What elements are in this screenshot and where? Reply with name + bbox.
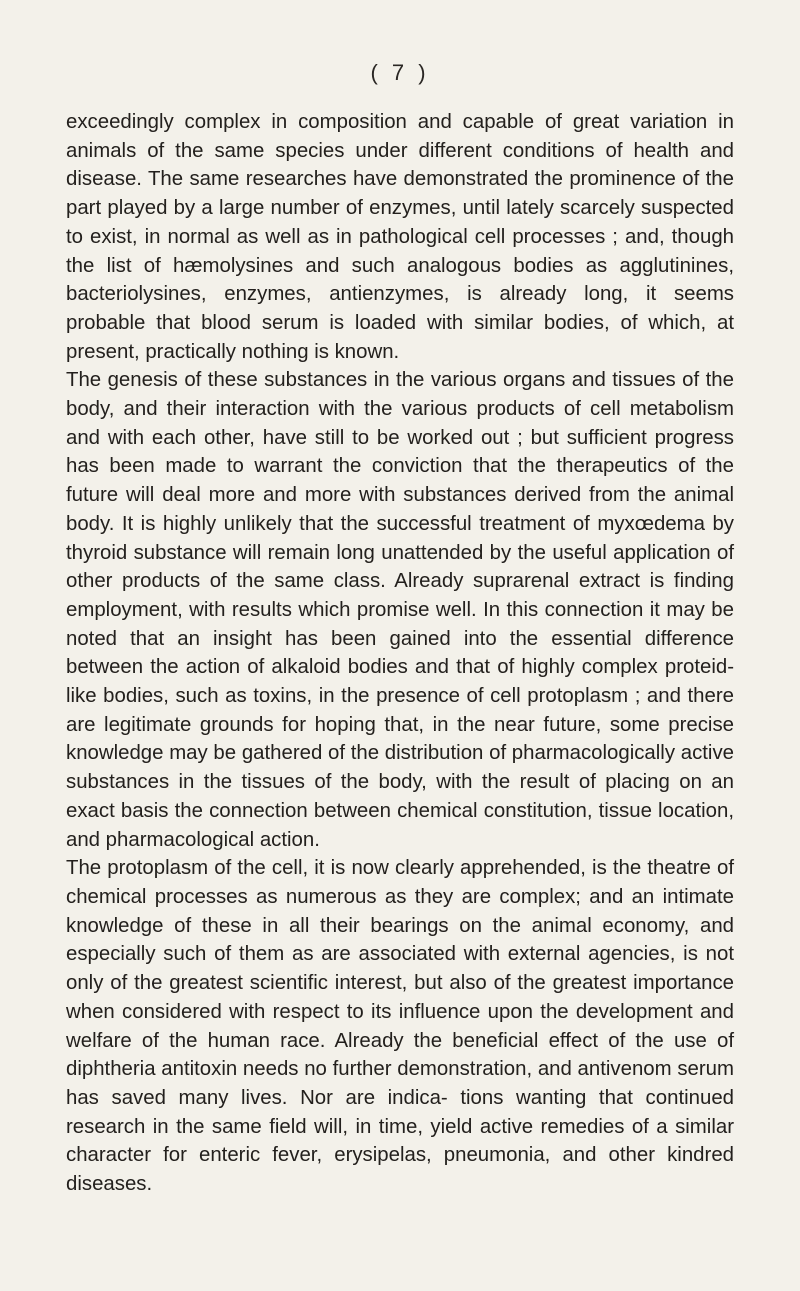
paragraph-protoplasm-of-cell: The protoplasm of the cell, it is now clearly apprehended, is the theatre of chemical processes as numerous as they are complex; and an intimate knowledge of these in all their bearings on the animal economy, and especially such of them as are associated with external agencies, is not only of the greatest scientific interest, but also of the greatest importance when considered with respect to its influence upon the development and welfare of the human race. Already the beneficial effect of the use of diphtheria antitoxin needs no further demonstration, and antivenom serum has saved many lives. Nor are indica- tions wanting that continued research in the same field will, in time, yield active remedies of a similar character for enteric fever, erysipelas, pneumonia, and other kindred diseases. bbox=[66, 857, 734, 1196]
paragraph-continuation: exceedingly complex in composition and capable of great variation in animals of the same species under different conditions of health and disease. The same researches have demonstrated the prominence of the part played by a large number of enzymes, until lately scarcely suspected to exist, in normal as well as in pathological cell processes ; and, though the list of hæmolysines and such analogous bodies as agglutinines, bacteriolysines, enzymes, antienzymes, is already long, it seems probable that blood serum is loaded with similar bodies, of which, at present, practically nothing is known. bbox=[66, 111, 734, 363]
body-text bbox=[66, 108, 734, 1199]
page-number: ( 7 ) bbox=[370, 60, 430, 85]
paragraph-genesis-of-substances: The genesis of these substances in the various organs and tissues of the body, and their interaction with the various products of cell metabolism and with each other, have still to be worked out ; but sufficient progress has been made to warrant the conviction that the therapeutics of the future will deal more and more with substances derived from the animal body. It is highly unlikely that the successful treatment of myxœdema by thyroid substance will remain long unattended by the useful application of other products of the same class. Already suprarenal extract is finding employment, with results which promise well. In this connection it may be noted that an insight has been gained into the essential difference between the action of alkaloid bodies and that of highly complex proteid-like bodies, such as toxins, in the presence of cell protoplasm ; and there are legitimate grounds for hoping that, in the near future, some precise knowledge may be gathered of the distribution of pharmacologically active substances in the tissues of the body, with the result of placing on an exact basis the connection between chemical constitution, tissue location, and pharmacological action. bbox=[66, 369, 734, 851]
